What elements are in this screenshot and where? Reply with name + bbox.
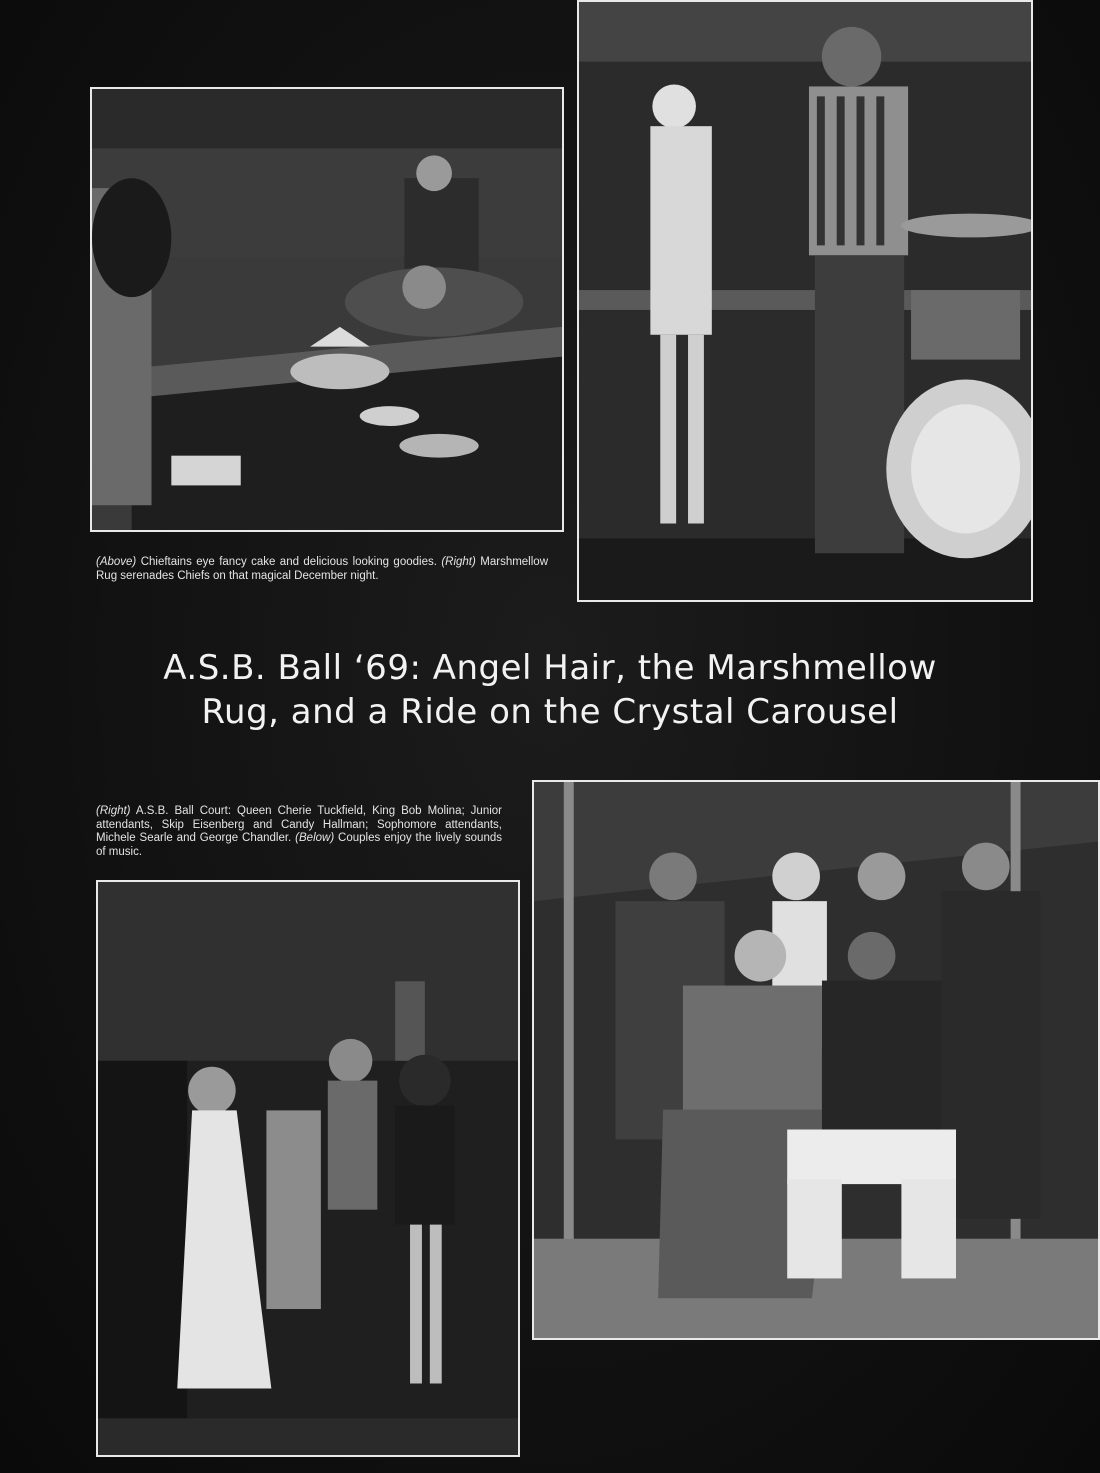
headline-line-2: Rug, and a Ride on the Crystal Carousel	[201, 692, 899, 732]
caption-top-cue-above: (Above)	[96, 556, 137, 568]
caption-top	[96, 556, 548, 583]
photo-ball-court	[532, 780, 1100, 1340]
caption-bottom-text-right: A.S.B. Ball Court: Queen Cherie Tuckfield, King Bob Molina; Junior attendants, Skip Eisenberg and Candy Hallman; Sophomore attendants, Michele Searle and George Chandler.	[96, 805, 502, 844]
caption-bottom-text-below: Couples enjoy the lively sounds of music.	[96, 832, 502, 858]
photo-refreshment-table	[90, 87, 564, 532]
caption-bottom-cue-below: (Below)	[295, 832, 335, 844]
caption-top-cue-right: (Right)	[441, 556, 476, 568]
photo-band-stage	[577, 0, 1033, 602]
photo-dancing-couples	[96, 880, 520, 1457]
page-headline	[0, 646, 1100, 734]
caption-top-text-right: Marshmellow Rug serenades Chiefs on that magical December night.	[96, 556, 548, 582]
caption-bottom	[96, 805, 502, 859]
caption-bottom-cue-right: (Right)	[96, 805, 131, 817]
headline-line-1: A.S.B. Ball ‘69: Angel Hair, the Marshmellow	[163, 648, 937, 688]
caption-top-text-above: Chieftains eye fancy cake and delicious looking goodies.	[136, 556, 437, 568]
